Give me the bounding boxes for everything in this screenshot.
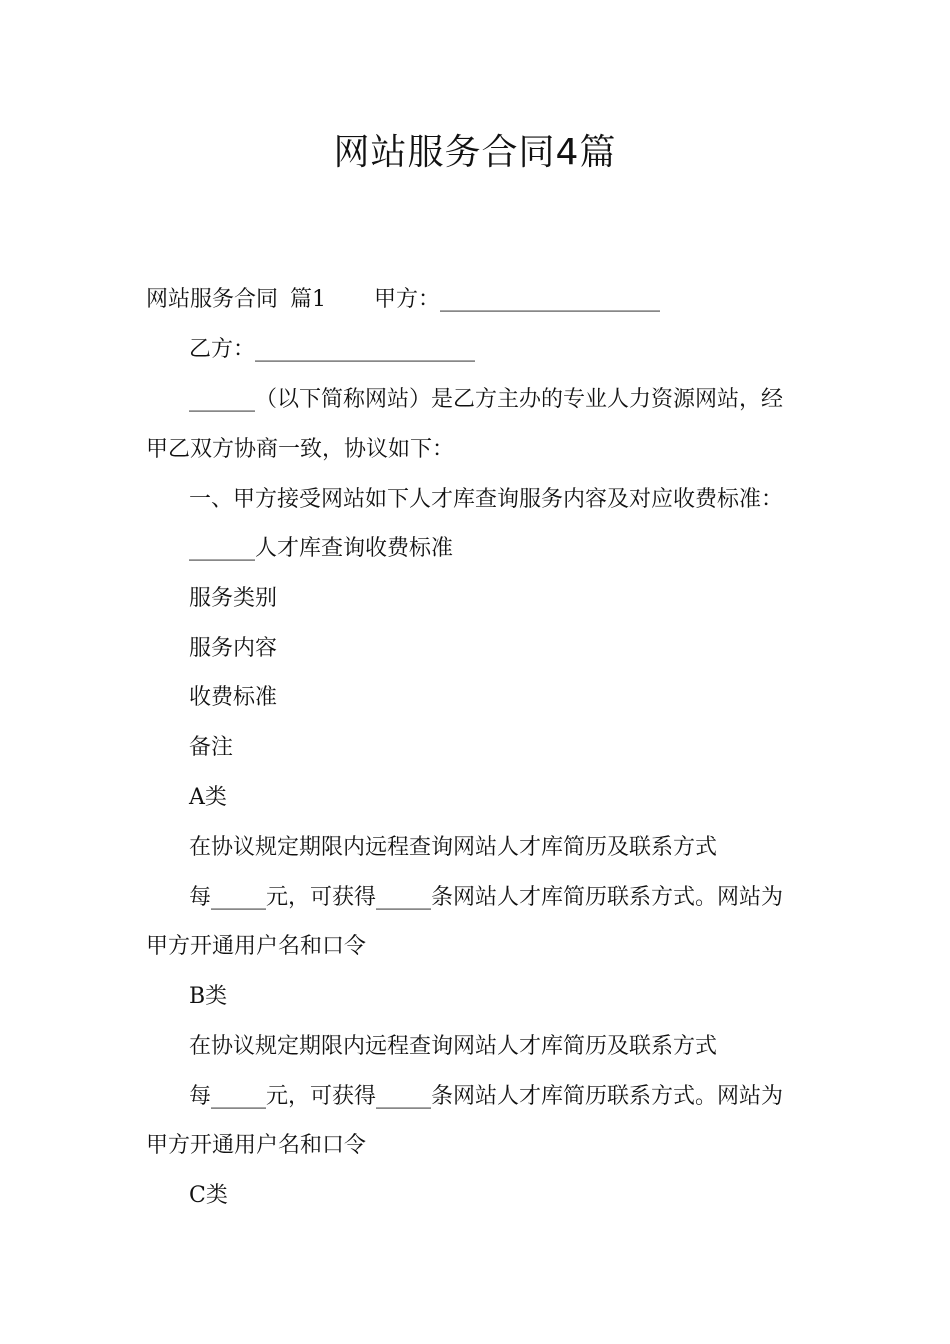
class-a-fee-line-2: 甲方开通用户名和口令 [146,934,367,959]
class-a-fee-line-1: 每_____元，可获得_____条网站人才库简历联系方式。网站为 [189,885,784,910]
party-b-label: 乙方： [189,337,256,362]
party-a-blank: ____________________ [440,287,661,312]
col-remark: 备注 [189,735,234,760]
class-c-label: C类 [189,1183,228,1208]
clause-1: 一、甲方接受网站如下人才库查询服务内容及对应收费标准： [189,487,784,512]
class-b-label: B类 [189,984,228,1009]
party-b-blank: ____________________ [255,337,476,362]
col-fee: 收费标准 [189,685,278,710]
header-line [146,285,660,315]
document-title: 网站服务合同4篇 [333,132,617,173]
class-b-fee-line-2: 甲方开通用户名和口令 [146,1133,367,1158]
class-a-label: A类 [189,785,227,810]
class-a-content: 在协议规定期限内远程查询网站人才库简历及联系方式 [189,835,718,860]
class-b-fee-line-1: 每_____元，可获得_____条网站人才库简历联系方式。网站为 [189,1084,784,1109]
party-b-line [189,335,475,365]
fee-standard-title: ______人才库查询收费标准 [189,536,454,561]
col-service-content: 服务内容 [189,636,278,661]
col-service-type: 服务类别 [189,586,278,611]
contract-name: 网站服务合同 [146,287,279,312]
party-a-label: 甲方： [374,287,441,312]
class-b-content: 在协议规定期限内远程查询网站人才库简历及联系方式 [189,1034,718,1059]
section-label: 篇1 [290,287,327,312]
intro-line-1: ______（以下简称网站）是乙方主办的专业人力资源网站，经 [189,387,784,412]
intro-line-2: 甲乙双方协商一致，协议如下： [146,437,455,462]
